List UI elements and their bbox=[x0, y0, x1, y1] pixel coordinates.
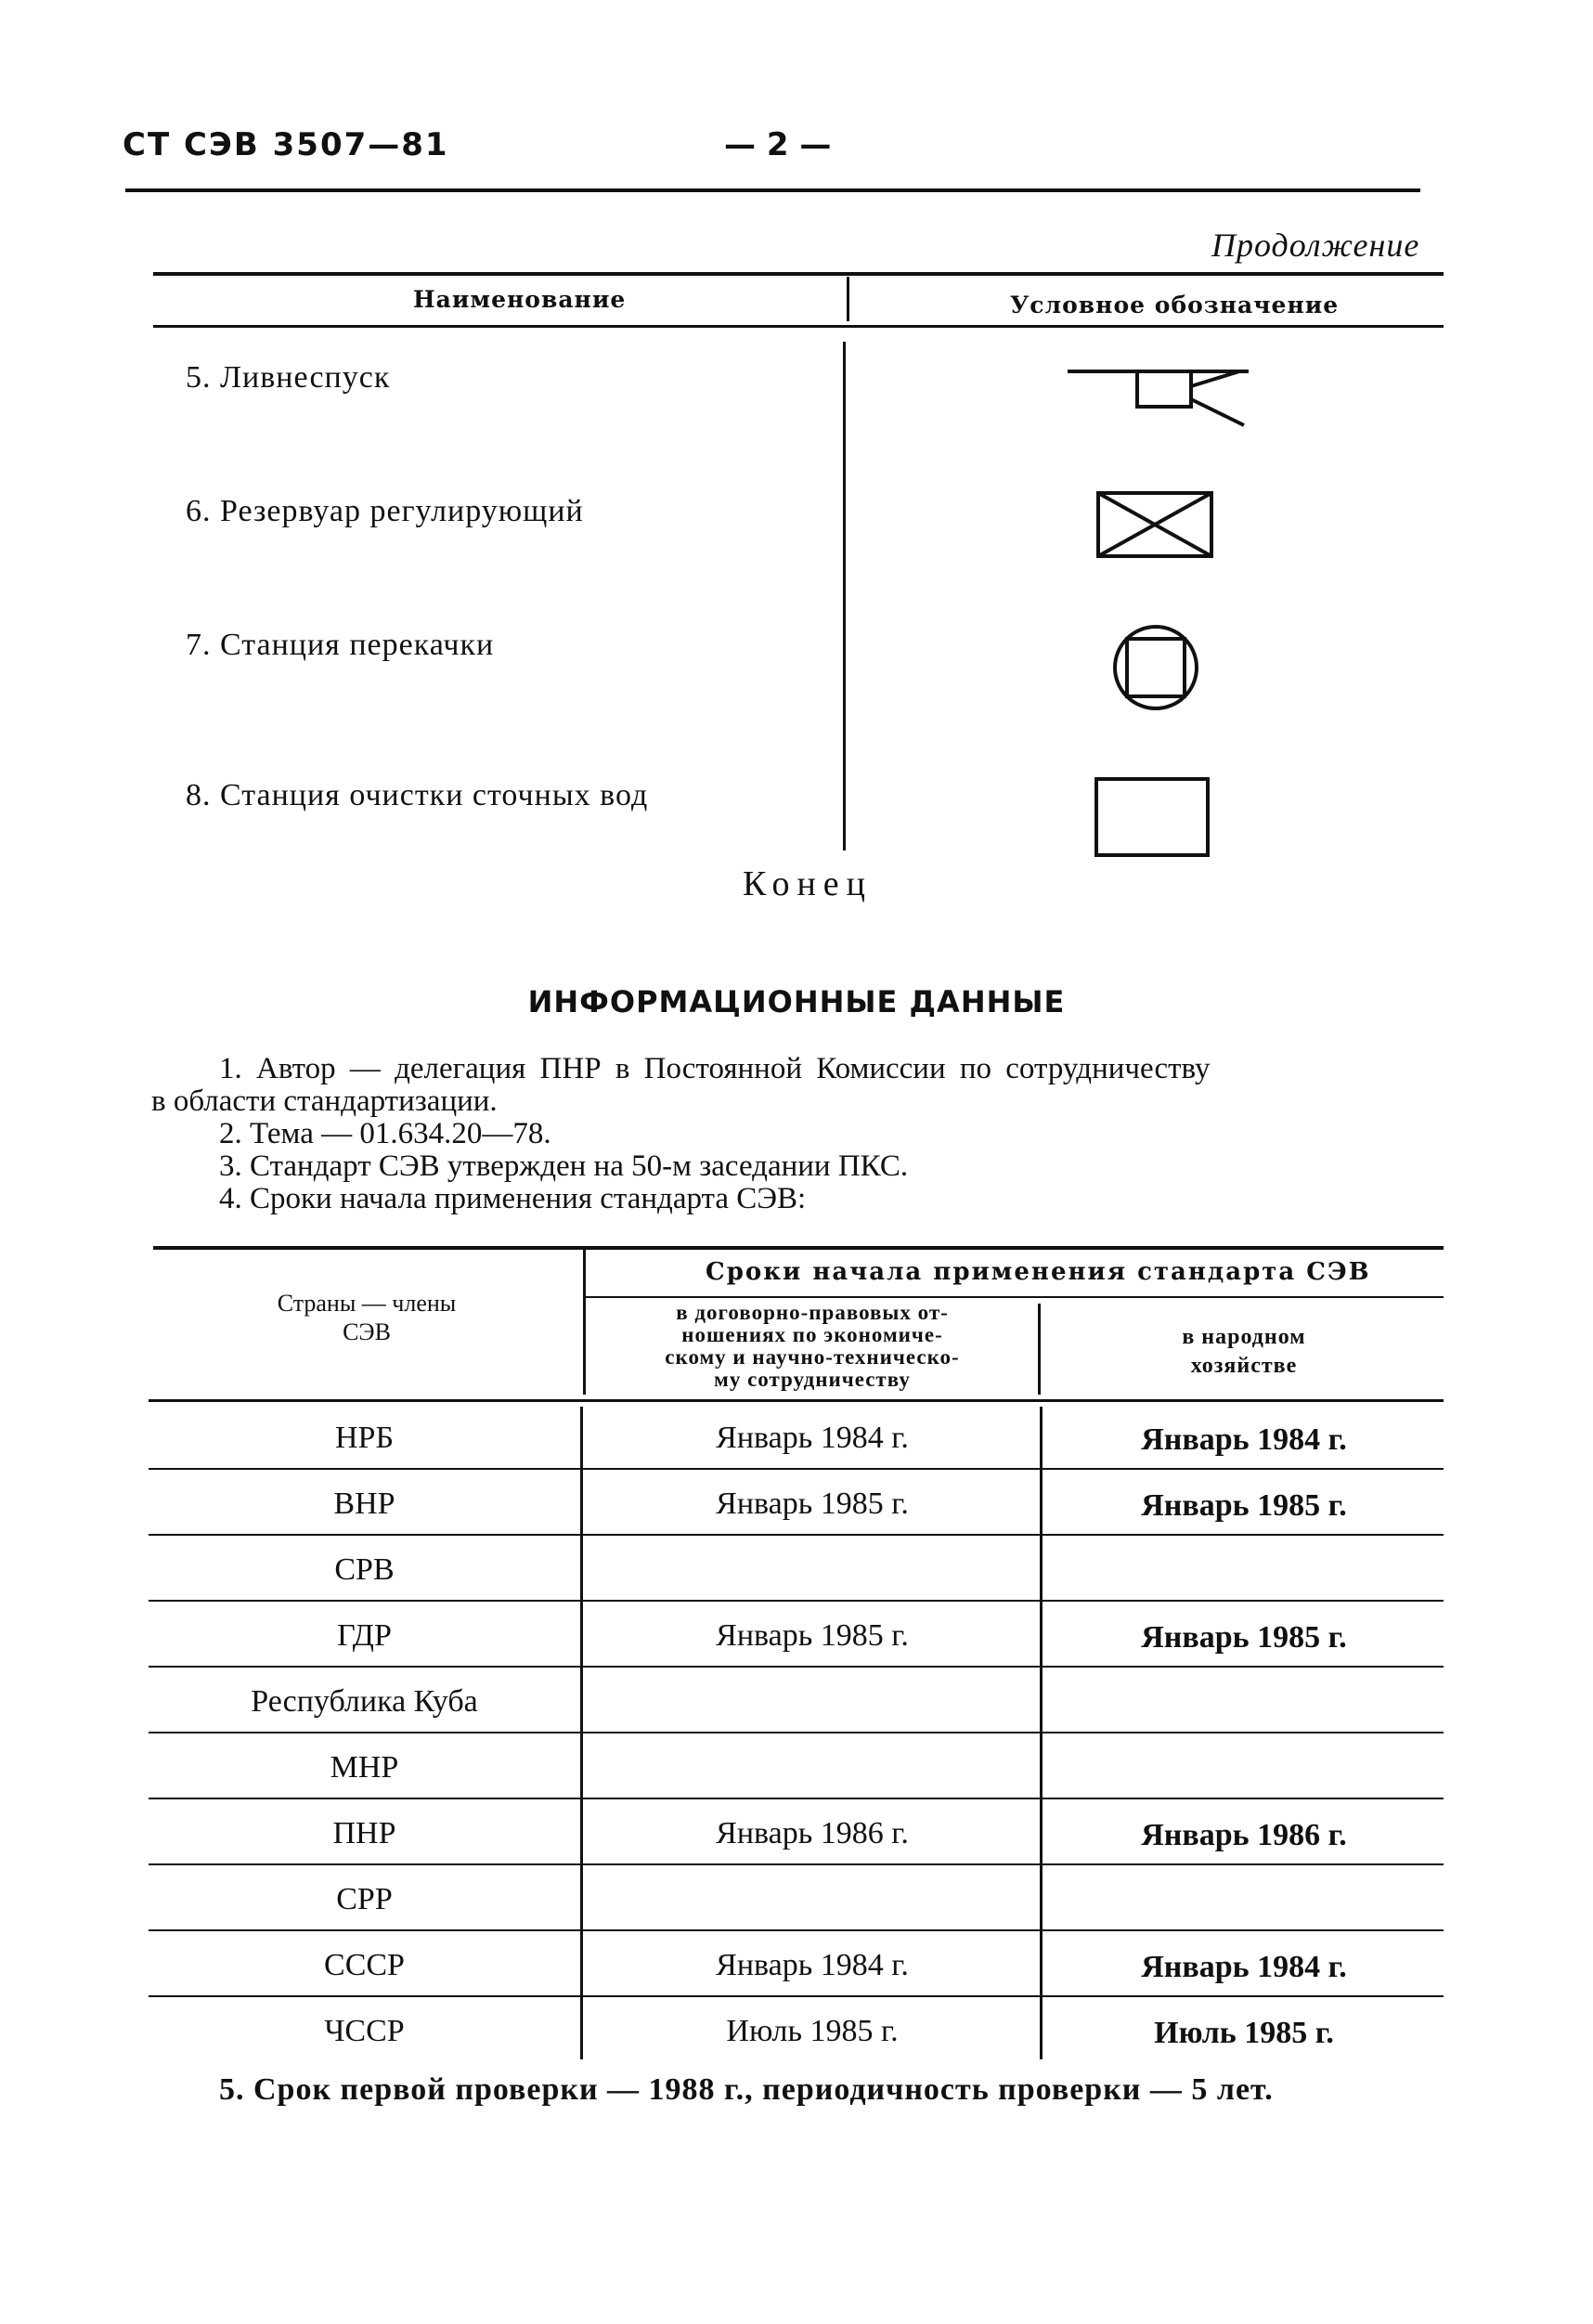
document-code: СТ СЭВ 3507—81 bbox=[123, 126, 449, 163]
symbols-header-divider bbox=[847, 277, 849, 321]
column-header-economy-line: в народном bbox=[1182, 1325, 1306, 1349]
column-header-contract-line: ношениях по экономиче- bbox=[681, 1323, 943, 1347]
symbol-row-label: 5. Ливнеспуск bbox=[186, 360, 391, 395]
page-number: — 2 — bbox=[724, 126, 832, 163]
country-cell: НРБ bbox=[335, 1421, 394, 1455]
symbols-table-top-rule bbox=[153, 272, 1444, 276]
contract-date-cell: Январь 1986 г. bbox=[716, 1816, 909, 1850]
column-header-economy bbox=[1044, 1323, 1444, 1381]
row-rule bbox=[149, 1732, 1444, 1733]
info-heading: ИНФОРМАЦИОННЫЕ ДАННЫЕ bbox=[527, 984, 1066, 1019]
symbol-row-label: 8. Станция очистки сточных вод bbox=[186, 778, 649, 812]
country-cell: ГДР bbox=[337, 1618, 392, 1653]
country-cell: ПНР bbox=[332, 1816, 396, 1850]
info-item-4: 4. Сроки начала применения стандарта СЭВ: bbox=[219, 1182, 807, 1215]
contract-date-cell: Январь 1985 г. bbox=[716, 1618, 909, 1653]
symbols-column-divider bbox=[843, 342, 846, 850]
countries-header-rule bbox=[149, 1399, 1444, 1402]
column-header-contract-line: му сотрудничеству bbox=[714, 1368, 911, 1392]
info-item-1-continued: в области стандартизации. bbox=[151, 1084, 498, 1118]
economy-date-cell: Январь 1986 г. bbox=[1141, 1818, 1347, 1852]
row-rule bbox=[149, 1929, 1444, 1931]
column-header-contract-line: скому и научно-техническо- bbox=[665, 1345, 960, 1370]
row-rule bbox=[149, 1600, 1444, 1602]
country-cell: СССР bbox=[324, 1948, 405, 1982]
column-header-country-line: Страны — члены bbox=[277, 1290, 457, 1317]
column-header-name: Наименование bbox=[413, 286, 627, 313]
economy-date-cell: Январь 1984 г. bbox=[1141, 1950, 1347, 1984]
countries-table-top-rule bbox=[153, 1246, 1444, 1250]
symbols-header-rule bbox=[153, 325, 1444, 328]
column-header-symbol: Условное обозначение bbox=[1010, 292, 1340, 318]
storm-overflow-icon bbox=[1063, 362, 1258, 436]
symbol-row-label: 6. Резервуар регулирующий bbox=[186, 494, 584, 528]
contract-date-cell: Январь 1985 г. bbox=[716, 1487, 909, 1521]
header-rule bbox=[125, 188, 1420, 192]
contract-date-cell: Июль 1985 г. bbox=[726, 2014, 899, 2048]
economy-date-cell: Июль 1985 г. bbox=[1154, 2016, 1334, 2050]
wastewater-treatment-icon bbox=[1094, 776, 1214, 860]
countries-header-divider bbox=[583, 1250, 586, 1395]
column-header-contract bbox=[603, 1302, 1021, 1392]
continuation-label: Продолжение bbox=[1211, 227, 1420, 264]
symbol-row-label: 7. Станция перекачки bbox=[186, 628, 495, 662]
info-item-3: 3. Стандарт СЭВ утвержден на 50-м заседании ПКС. bbox=[219, 1149, 909, 1183]
info-item-5: 5. Срок первой проверки — 1988 г., периодичность проверки — 5 лет. bbox=[219, 2072, 1274, 2107]
pumping-station-icon bbox=[1110, 622, 1201, 713]
economy-date-cell: Январь 1985 г. bbox=[1141, 1620, 1347, 1655]
column-header-contract-line: в договорно-правовых от- bbox=[676, 1301, 949, 1324]
regulating-reservoir-icon bbox=[1095, 490, 1216, 561]
country-cell: ВНР bbox=[333, 1487, 395, 1521]
column-header-country bbox=[153, 1289, 580, 1346]
economy-date-cell: Январь 1984 г. bbox=[1141, 1422, 1347, 1457]
row-rule bbox=[149, 1798, 1444, 1799]
country-cell: ЧССР bbox=[324, 2014, 405, 2048]
row-rule bbox=[149, 1863, 1444, 1865]
country-cell: МНР bbox=[330, 1750, 399, 1785]
country-cell: СРВ bbox=[334, 1552, 395, 1587]
contract-date-cell: Январь 1984 г. bbox=[716, 1948, 909, 1982]
group-header-rule bbox=[585, 1296, 1444, 1298]
contract-date-cell: Январь 1984 г. bbox=[716, 1421, 909, 1455]
column-group-header: Сроки начала применения стандарта СЭВ bbox=[706, 1258, 1371, 1286]
info-item-2: 2. Тема — 01.634.20—78. bbox=[219, 1117, 551, 1150]
column-header-country-line: СЭВ bbox=[343, 1318, 391, 1346]
country-cell: Республика Куба bbox=[251, 1684, 478, 1719]
end-label: Конец bbox=[743, 864, 873, 903]
column-header-economy-line: хозяйстве bbox=[1190, 1354, 1298, 1379]
row-rule bbox=[149, 1995, 1444, 1997]
economy-date-cell: Январь 1985 г. bbox=[1141, 1488, 1347, 1523]
country-cell: СРР bbox=[336, 1882, 393, 1916]
subheader-divider bbox=[1038, 1304, 1041, 1395]
row-rule bbox=[149, 1468, 1444, 1470]
row-rule bbox=[149, 1534, 1444, 1536]
row-rule bbox=[149, 1666, 1444, 1668]
info-item-1: 1. Автор — делегация ПНР в Постоянной Комиссии по сотрудничеству bbox=[219, 1052, 1211, 1085]
